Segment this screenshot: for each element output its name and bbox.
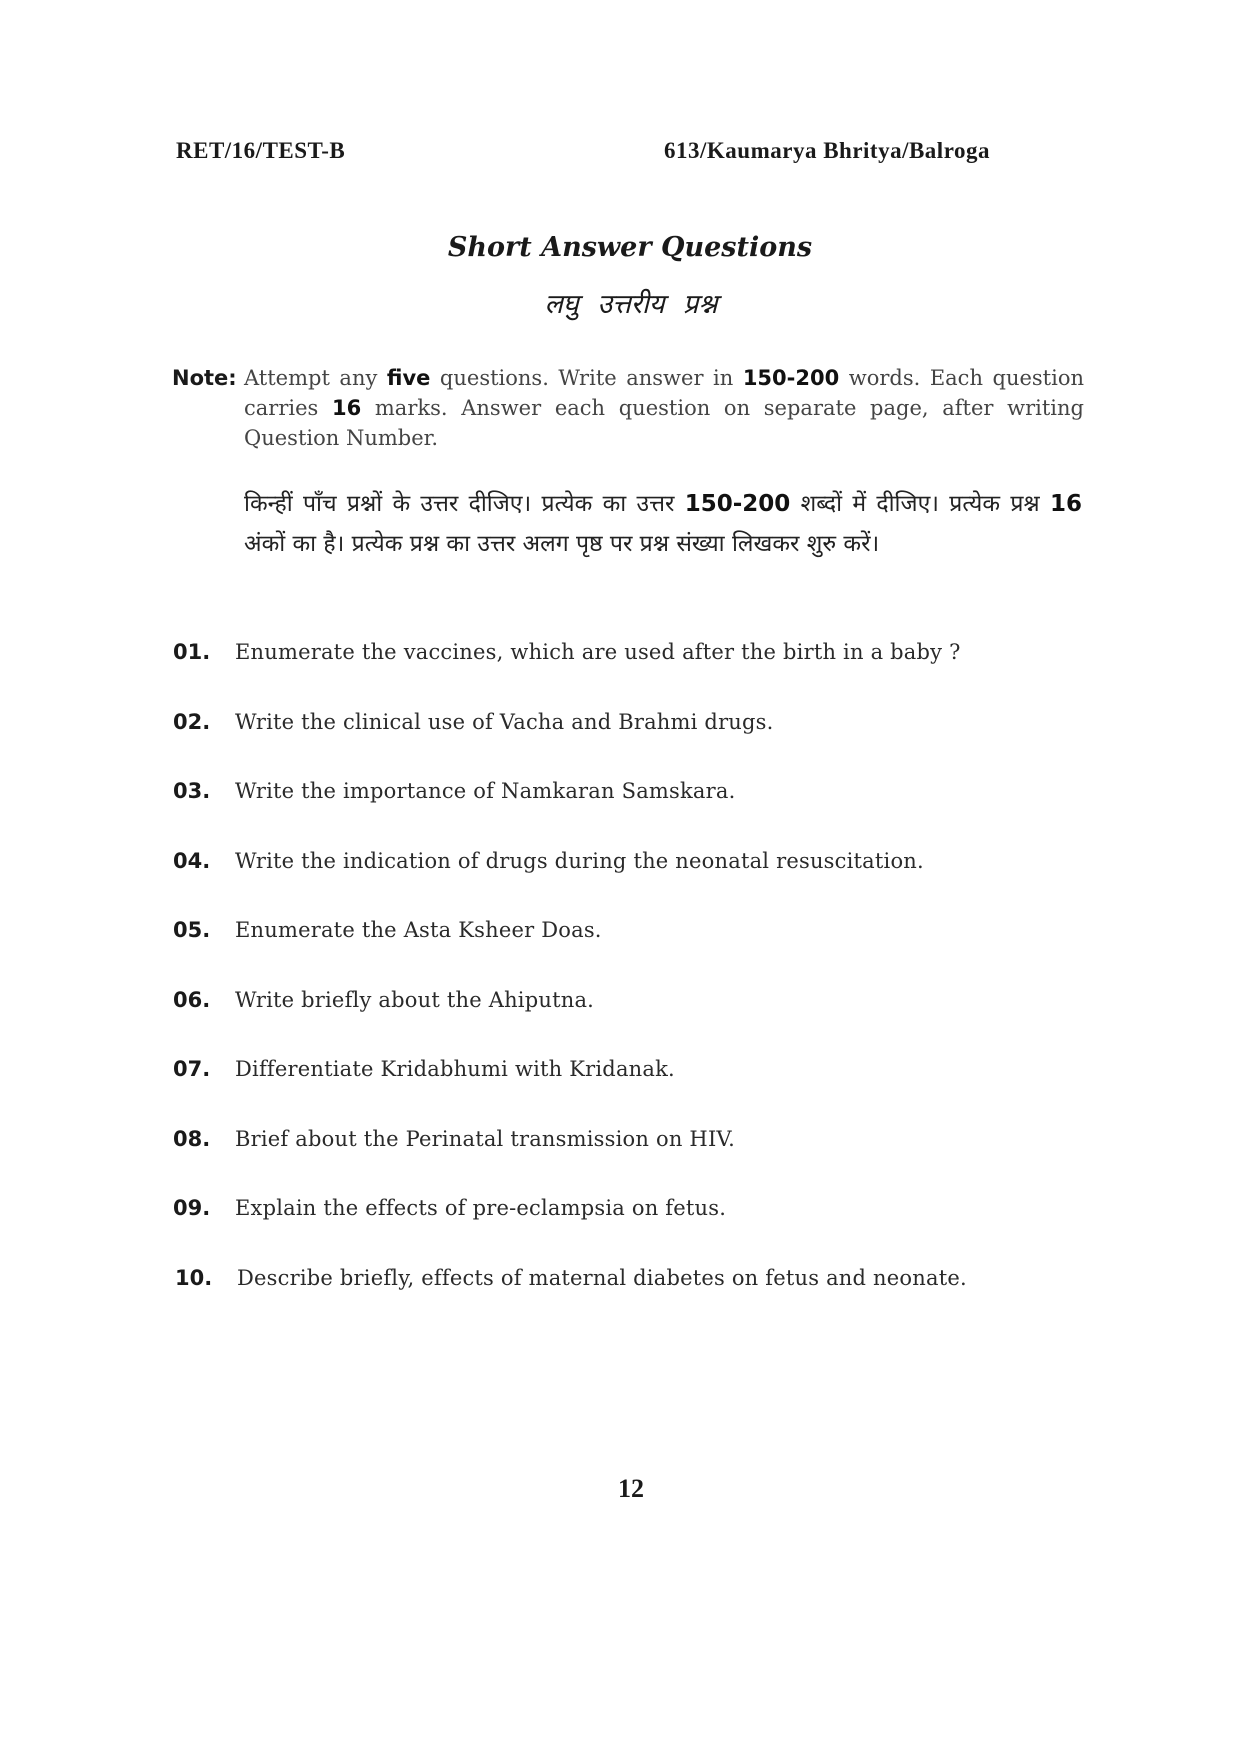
marks-value-hindi: 16 — [1049, 491, 1082, 517]
question-text: Describe briefly, effects of maternal diabetes on fetus and neonate. — [237, 1265, 967, 1290]
question-number: 06. — [173, 987, 211, 1012]
question-text: Explain the effects of pre-eclampsia on fetus. — [235, 1196, 727, 1220]
marks-value: 16 — [331, 396, 362, 420]
question-number: 05. — [173, 918, 211, 942]
question-item — [170, 849, 1110, 919]
section-title: Short Answer Questions — [447, 232, 813, 263]
question-text: Differentiate Kridabhumi with Kridanak. — [235, 1057, 675, 1081]
question-item — [170, 918, 1110, 988]
page-number: 12 — [618, 1474, 644, 1503]
question-item — [170, 1127, 1110, 1197]
word-limit-hindi: 150-200 — [684, 491, 791, 517]
question-number: 03. — [173, 779, 211, 803]
question-number: 02. — [173, 709, 211, 734]
word-limit: 150-200 — [742, 366, 840, 390]
question-number: 07. — [173, 1057, 211, 1081]
paper-code: RET/16/TEST-B — [176, 138, 346, 163]
question-text: Write the clinical use of Vacha and Brahmi drugs. — [235, 709, 774, 734]
question-number: 08. — [173, 1126, 211, 1151]
question-text: Enumerate the vaccines, which are used after the birth in a baby ? — [235, 640, 961, 664]
question-item — [170, 640, 1110, 710]
question-text: Enumerate the Asta Ksheer Doas. — [235, 918, 602, 942]
question-text: Write the importance of Namkaran Samskara. — [235, 779, 736, 803]
note-label: Note: — [172, 366, 237, 390]
note-hindi: किन्हीं पाँच प्रश्नों के उत्तर दीजिए। प्रत्येक का उत्तर 150-200 शब्दों में दीजिए। प्रत्येक प्रश्न 16 अंकों का है। प्रत्येक प्रश्न का उत्तर अलग पृष्ठ पर प्रश्न संख्या लिखकर शुरु करें। — [244, 491, 1082, 557]
question-item — [170, 1057, 1110, 1127]
question-item — [170, 1196, 1110, 1266]
question-item — [170, 710, 1110, 780]
question-text: Brief about the Perinatal transmission on HIV. — [235, 1126, 736, 1151]
question-list — [170, 640, 1110, 1335]
question-text: Write the indication of drugs during the neonatal resuscitation. — [235, 848, 924, 873]
question-number: 01. — [173, 640, 211, 664]
question-item — [170, 988, 1110, 1058]
note-text: Attempt any five questions. Write answer in 150-200 words. Each question carries 16 marks. Answer each question on separate page, after writing Question Number. — [244, 366, 1085, 450]
section-title-hindi: लघु उत्तरीय प्रश्न — [544, 289, 718, 320]
question-number: 10. — [175, 1265, 213, 1290]
subject-code: 613/Kaumarya Bhritya/Balroga — [664, 138, 990, 163]
question-item — [170, 779, 1110, 849]
question-text: Write briefly about the Ahiputna. — [235, 987, 595, 1012]
note-english — [172, 363, 1084, 453]
question-item — [170, 1266, 1110, 1336]
five-emphasis: five — [386, 366, 431, 390]
question-number: 04. — [173, 848, 211, 873]
question-number: 09. — [173, 1196, 211, 1220]
